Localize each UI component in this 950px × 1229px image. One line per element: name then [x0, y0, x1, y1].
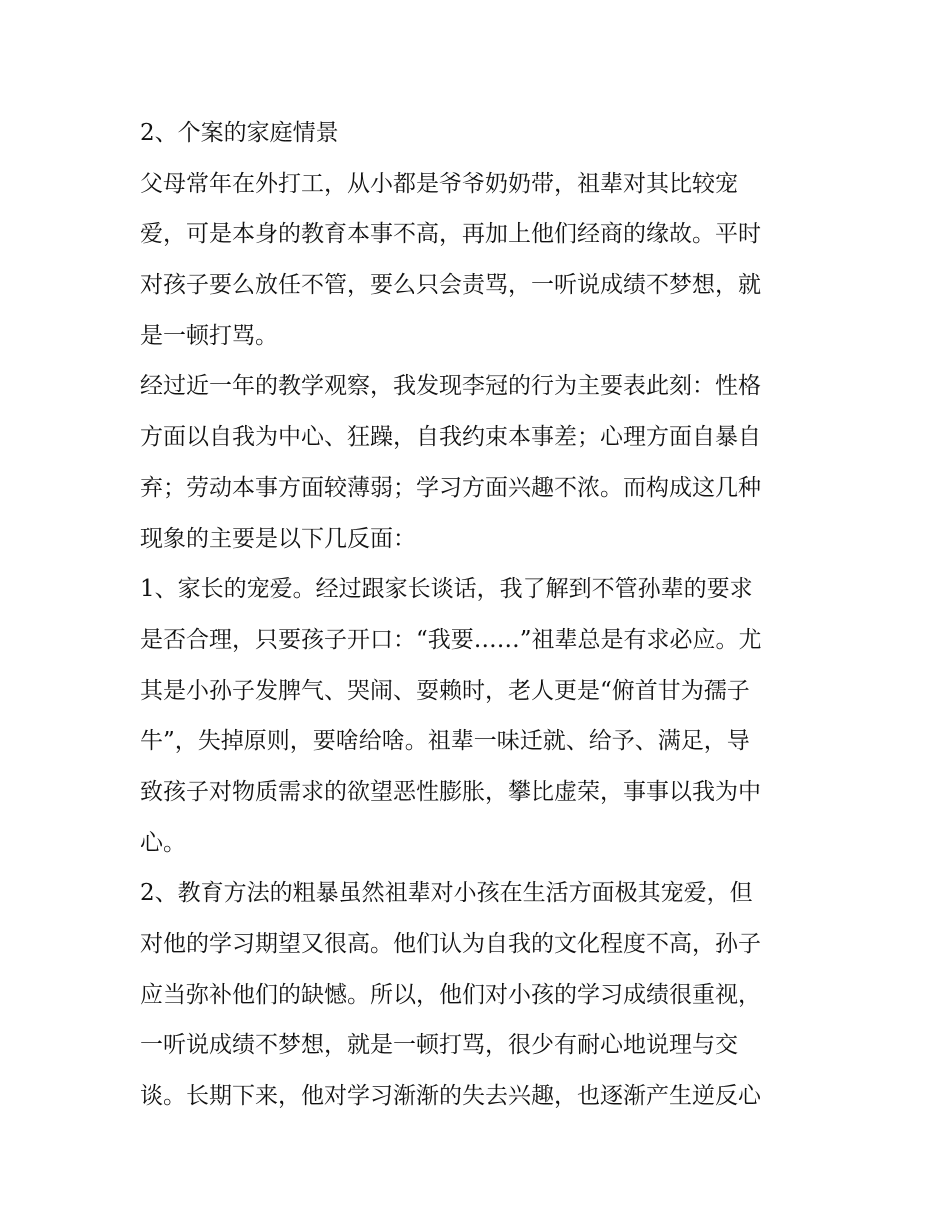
text-line: 2、教育方法的粗暴虽然祖辈对小孩在生活方面极其宠爱，但: [140, 880, 753, 907]
paragraph-family-situation: [140, 159, 820, 362]
text-line: 一听说成绩不梦想，就是一顿打骂，很少有耐心地说理与交: [140, 1032, 738, 1059]
text-line: 致孩子对物质需求的欲望恶性膨胀，攀比虚荣，事事以我为中: [140, 778, 761, 805]
text-line: 父母常年在外打工，从小都是爷爷奶奶带，祖辈对其比较宠: [140, 170, 738, 197]
text-line: 心。: [140, 829, 186, 856]
text-line: 方面以自我为中心、狂躁，自我约束本事差；心理方面自暴自: [140, 424, 761, 451]
text-line: 应当弥补他们的缺憾。所以，他们对小孩的学习成绩很重视，: [140, 981, 761, 1008]
text-line: 谈。长期下来，他对学习渐渐的失去兴趣，也逐渐产生逆反心: [140, 1083, 761, 1110]
text-line: 经过近一年的教学观察，我发现李冠的行为主要表此刻：性格: [140, 373, 761, 400]
text-line: 是一顿打骂。: [140, 322, 278, 349]
text-line: 1、家长的宠爱。经过跟家长谈话，我了解到不管孙辈的要求: [140, 576, 753, 603]
text-line: 现象的主要是以下几反面：: [140, 525, 416, 552]
document-body: [140, 108, 820, 1122]
text-line: 其是小孙子发脾气、哭闹、耍赖时，老人更是“俯首甘为孺子: [140, 677, 750, 704]
text-line: 是否合理，只要孩子开口：“我要……”祖辈总是有求必应。尤: [140, 626, 762, 653]
paragraph-point-1: [140, 564, 820, 868]
section-heading: [140, 108, 820, 159]
text-line: 对孩子要么放任不管，要么只会责骂，一听说成绩不梦想，就: [140, 272, 761, 299]
paragraph-observation: [140, 361, 820, 564]
heading-line: 2、个案的家庭情景: [140, 120, 339, 146]
paragraph-point-2: [140, 868, 820, 1121]
text-line: 对他的学习期望又很高。他们认为自我的文化程度不高，孙子: [140, 931, 761, 957]
text-line: 牛”，失掉原则，要啥给啥。祖辈一味迁就、给予、满足，导: [140, 728, 750, 755]
text-line: 爱，可是本身的教育本事不高，再加上他们经商的缘故。平时: [140, 221, 761, 248]
text-line: 弃；劳动本事方面较薄弱；学习方面兴趣不浓。而构成这几种: [140, 474, 761, 501]
